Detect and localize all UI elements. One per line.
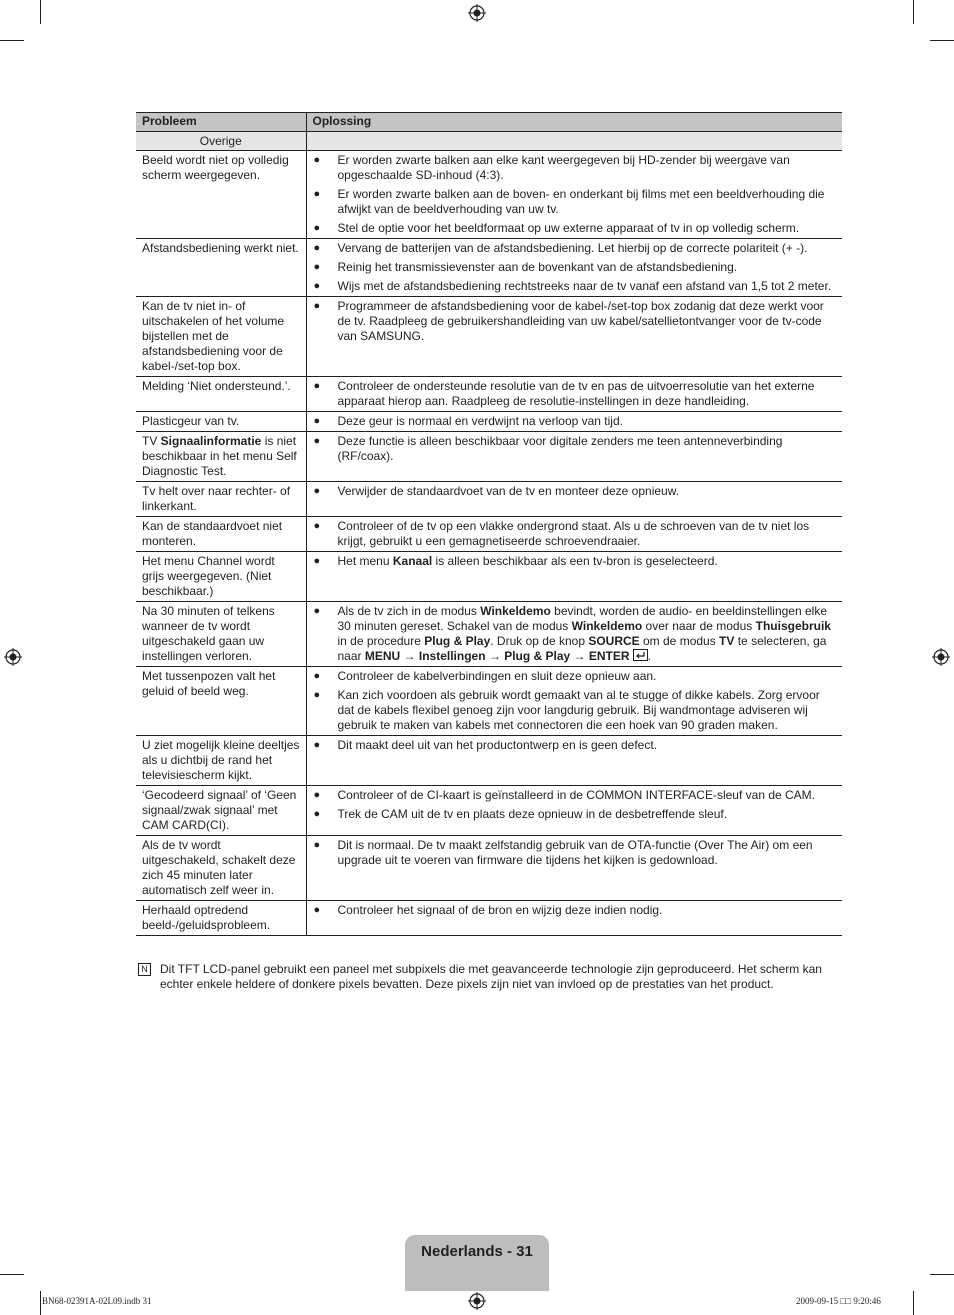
registration-mark-icon — [932, 648, 950, 666]
note — [138, 962, 838, 992]
solution-text: Dit is normaal. De tv maakt zelfstandig gebruik van de OTA-functie (Over The Air) om een upgrade uit te voeren van firmware die tijdens het kijken is gedownload. — [337, 838, 813, 867]
section-empty-cell — [306, 132, 842, 151]
crop-mark — [40, 0, 41, 24]
solution-text: Vervang de batterijen van de afstandsbediening. Let hierbij op de correcte polariteit (+ -). — [337, 241, 808, 255]
problem-cell: Het menu Channel wordt grijs weergegeven. (Niet beschikbaar.) — [136, 552, 306, 602]
solution-text: Reinig het transmissievenster aan de bovenkant van de afstandsbediening. — [337, 260, 738, 274]
solution-item — [313, 738, 837, 753]
solution-text: over naar de modus — [642, 619, 756, 633]
registration-mark-icon — [468, 1292, 486, 1310]
problem-cell — [136, 432, 306, 482]
solution-list — [313, 519, 837, 549]
solution-text: Winkeldemo — [571, 619, 643, 633]
problem-cell: Als de tv wordt uitgeschakeld, schakelt deze zich 45 minuten later automatisch zelf weer in. — [136, 836, 306, 901]
table-row — [136, 239, 842, 297]
solution-item — [313, 434, 837, 464]
solution-list — [313, 554, 837, 569]
table-row — [136, 482, 842, 517]
solution-list — [313, 153, 837, 236]
solution-list — [313, 788, 837, 822]
table-row — [136, 836, 842, 901]
table-row — [136, 667, 842, 736]
solution-cell — [306, 901, 842, 936]
problem-cell: Met tussenpozen valt het geluid of beeld weg. — [136, 667, 306, 736]
problem-cell: Beeld wordt niet op volledig scherm weergegeven. — [136, 151, 306, 239]
problem-cell: Kan de tv niet in- of uitschakelen of het volume bijstellen met de afstandsbediening voor de kabel-/set-top box. — [136, 297, 306, 377]
solution-cell — [306, 736, 842, 786]
solution-text: Controleer het signaal of de bron en wijzig deze indien nodig. — [337, 903, 663, 917]
solution-list — [313, 838, 837, 868]
solution-text: Er worden zwarte balken aan elke kant weergegeven bij HD-zender bij weergave van opgeschaalde SD-inhoud (4:3). — [337, 153, 790, 182]
bullet-icon: ● — [313, 839, 321, 851]
problem-cell: Tv helt over naar rechter- of linkerkant. — [136, 482, 306, 517]
solution-text: Programmeer de afstandsbediening voor de kabel-/set-top box zodanig dat deze werkt voor de tv. Raadpleeg de gebruikershandleiding van uw kabel/satellietontvanger voor de tv-code van SAMSUNG. — [337, 299, 824, 343]
crop-mark — [40, 1291, 41, 1315]
solution-text: . — [647, 649, 651, 663]
problem-cell: Na 30 minuten of telkens wanneer de tv wordt uitgeschakeld gaan uw instellingen verloren. — [136, 602, 306, 667]
solution-text: Winkeldemo — [480, 604, 551, 618]
bullet-icon: ● — [313, 242, 321, 254]
solution-cell — [306, 667, 842, 736]
solution-text: Als de tv zich in de modus — [337, 604, 481, 618]
solution-cell — [306, 412, 842, 432]
bullet-icon: ● — [313, 261, 321, 273]
table-row — [136, 412, 842, 432]
crop-mark — [930, 40, 954, 41]
problem-text: TV — [142, 434, 161, 448]
crop-mark — [0, 1274, 24, 1275]
table-row — [136, 602, 842, 667]
table-row — [136, 377, 842, 412]
solution-item — [313, 554, 837, 569]
solution-item — [313, 669, 837, 684]
problem-text: is niet beschikbaar in het menu Self Diagnostic Test. — [142, 434, 297, 478]
solution-item — [313, 187, 837, 217]
solution-item — [313, 688, 837, 733]
note-icon: N — [138, 963, 151, 976]
problem-cell: Afstandsbediening werkt niet. — [136, 239, 306, 297]
solution-item — [313, 241, 837, 256]
solution-item — [313, 519, 837, 549]
table-row — [136, 786, 842, 836]
solution-text: Stel de optie voor het beeldformaat op uw externe apparaat of tv in op volledig scherm. — [337, 221, 800, 235]
solution-cell — [306, 786, 842, 836]
solution-text: is alleen beschikbaar als een tv-bron is geselecteerd. — [432, 554, 718, 568]
solution-item — [313, 903, 837, 918]
solution-cell — [306, 836, 842, 901]
solution-text: Wijs met de afstandsbediening rechtstreeks naar de tv vanaf een afstand van 1,5 tot 2 meter. — [337, 279, 832, 293]
footer-timestamp: 2009-09-15 □□ 9:20:46 — [796, 1296, 881, 1306]
solution-text: te selecteren, ga naar — [337, 634, 827, 663]
troubleshooting-table — [136, 112, 842, 936]
solution-cell — [306, 602, 842, 667]
solution-text: Het menu — [337, 554, 393, 568]
solution-text: . Druk op de knop — [490, 634, 589, 648]
solution-cell — [306, 151, 842, 239]
solution-list — [313, 434, 837, 464]
problem-cell: Melding ‘Niet ondersteund.’. — [136, 377, 306, 412]
crop-mark — [913, 0, 914, 24]
problem-cell: U ziet mogelijk kleine deeltjes als u dichtbij de rand het televisiescherm kijkt. — [136, 736, 306, 786]
bullet-icon: ● — [313, 904, 321, 916]
table-row — [136, 901, 842, 936]
solution-cell — [306, 552, 842, 602]
table-row — [136, 151, 842, 239]
solution-cell — [306, 377, 842, 412]
solution-cell — [306, 432, 842, 482]
solution-text: in de procedure — [337, 634, 425, 648]
bullet-icon: ● — [313, 739, 321, 751]
solution-list — [313, 738, 837, 753]
table-row — [136, 432, 842, 482]
bullet-icon: ● — [313, 435, 321, 447]
solution-text: bevindt, worden de audio- en beeldinstellingen elke 30 minuten gereset. Schakel van de modus — [337, 604, 828, 633]
page-number-tab — [405, 1235, 549, 1291]
solution-item — [313, 788, 837, 803]
solution-text: Thuisgebruik — [755, 619, 831, 633]
table-header-row — [136, 113, 842, 132]
solution-text: Deze geur is normaal en verdwijnt na verloop van tijd. — [337, 414, 623, 428]
bullet-icon: ● — [313, 605, 321, 617]
crop-mark — [930, 1274, 954, 1275]
problem-text: Signaalinformatie — [160, 434, 262, 448]
section-row — [136, 132, 842, 151]
problem-cell: Plasticgeur van tv. — [136, 412, 306, 432]
solution-text: MENU → Instellingen → Plug & Play → ENTER — [364, 649, 630, 663]
solution-list — [313, 669, 837, 733]
solution-text: Deze functie is alleen beschikbaar voor digitale zenders me teen antenneverbinding (RF/coax). — [337, 434, 783, 463]
crop-mark — [0, 40, 24, 41]
bullet-icon: ● — [313, 380, 321, 392]
table-row — [136, 297, 842, 377]
solution-text: om de modus — [639, 634, 720, 648]
solution-item — [313, 153, 837, 183]
header-problem: Probleem — [136, 113, 306, 132]
bullet-icon: ● — [313, 222, 321, 234]
solution-cell — [306, 482, 842, 517]
solution-item — [313, 260, 837, 275]
enter-icon — [633, 649, 648, 661]
solution-item — [313, 807, 837, 822]
solution-item — [313, 279, 837, 294]
solution-text: TV — [719, 634, 735, 648]
bullet-icon: ● — [313, 808, 321, 820]
footer-file-info: BN68-02391A-02L09.indb 31 — [42, 1296, 152, 1306]
solution-text: Verwijder de standaardvoet van de tv en monteer deze opnieuw. — [337, 484, 680, 498]
registration-mark-icon — [468, 4, 486, 22]
bullet-icon: ● — [313, 520, 321, 532]
solution-cell — [306, 517, 842, 552]
solution-list — [313, 484, 837, 499]
solution-cell — [306, 239, 842, 297]
bullet-icon: ● — [313, 300, 321, 312]
table-row — [136, 517, 842, 552]
bullet-icon: ● — [313, 485, 321, 497]
solution-item — [313, 838, 837, 868]
solution-text: Controleer of de CI-kaart is geïnstalleerd in de COMMON INTERFACE-sleuf van de CAM. — [337, 788, 816, 802]
solution-text: Dit maakt deel uit van het productontwerp en is geen defect. — [337, 738, 658, 752]
solution-text: Er worden zwarte balken aan de boven- en onderkant bij films met een beeldverhouding die afwijkt van de beeldverhouding van uw tv. — [337, 187, 825, 216]
registration-mark-icon — [4, 648, 22, 666]
solution-text: Controleer de kabelverbindingen en sluit deze opnieuw aan. — [337, 669, 657, 683]
bullet-icon: ● — [313, 154, 321, 166]
solution-item — [313, 299, 837, 344]
solution-text: Controleer of de tv op een vlakke ondergrond staat. Als u de schroeven van de tv niet los krijgt, gebruikt u een gemagnetiseerde schroevendraaier. — [337, 519, 810, 548]
solution-list — [313, 241, 837, 294]
solution-item — [313, 221, 837, 236]
solution-list — [313, 903, 837, 918]
solution-list — [313, 414, 837, 429]
table-row — [136, 552, 842, 602]
problem-cell: ‘Gecodeerd signaal’ of ‘Geen signaal/zwak signaal’ met CAM CARD(CI). — [136, 786, 306, 836]
problem-cell: Kan de standaardvoet niet monteren. — [136, 517, 306, 552]
solution-cell — [306, 297, 842, 377]
section-label: Overige — [136, 132, 306, 151]
bullet-icon: ● — [313, 415, 321, 427]
bullet-icon: ● — [313, 188, 321, 200]
bullet-icon: ● — [313, 689, 321, 701]
bullet-icon: ● — [313, 555, 321, 567]
solution-text: SOURCE — [588, 634, 640, 648]
solution-list — [313, 299, 837, 344]
crop-mark — [913, 1291, 914, 1315]
problem-cell: Herhaald optredend beeld-/geluidsprobleem. — [136, 901, 306, 936]
solution-text: Plug & Play — [424, 634, 491, 648]
table-row — [136, 736, 842, 786]
solution-text: Kan zich voordoen als gebruik wordt gemaakt van al te stugge of dikke kabels. Zorg ervoor dat de kabels flexibel genoeg zijn voor langdurig gebruik. Bij wandmontage adviseren wij gebruik te maken van kabels met connectoren die een hoek van 90 graden maken. — [337, 688, 820, 732]
note-text: Dit TFT LCD-panel gebruikt een paneel met subpixels die met geavanceerde technologie zijn geproduceerd. Het scherm kan echter enkele heldere of donkere pixels bevatten. Deze pixels zijn niet van invloed op de prestaties van het product. — [160, 962, 822, 991]
solution-text: Trek de CAM uit de tv en plaats deze opnieuw in de desbetreffende sleuf. — [337, 807, 728, 821]
solution-text: Kanaal — [392, 554, 433, 568]
bullet-icon: ● — [313, 789, 321, 801]
solution-text: Controleer de ondersteunde resolutie van de tv en pas de uitvoerresolutie van het externe apparaat hierop aan. Raadpleeg de resolutie-instellingen in deze handleiding. — [337, 379, 815, 408]
header-solution: Oplossing — [306, 113, 842, 132]
solution-list — [313, 604, 837, 664]
bullet-icon: ● — [313, 670, 321, 682]
solution-item — [313, 484, 837, 499]
page-label: Nederlands - 31 — [421, 1243, 533, 1260]
solution-item — [313, 414, 837, 429]
solution-list — [313, 379, 837, 409]
bullet-icon: ● — [313, 280, 321, 292]
solution-item — [313, 379, 837, 409]
solution-item — [313, 604, 837, 664]
